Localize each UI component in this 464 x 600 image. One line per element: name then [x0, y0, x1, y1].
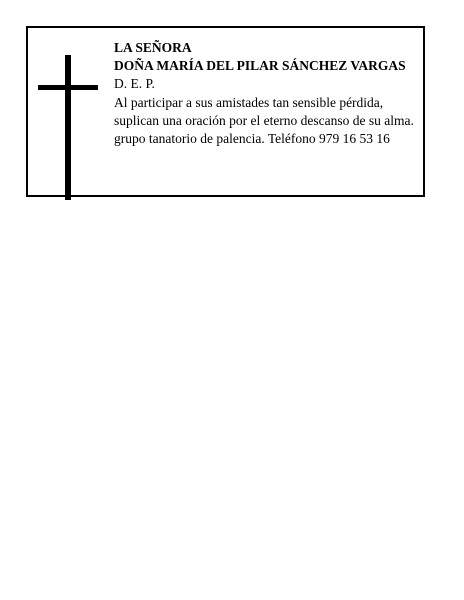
latin-cross-icon [38, 55, 98, 200]
notice-body-line-3: grupo tanatorio de palencia. Teléfono 979 16 53 16 [114, 131, 390, 147]
cross-vertical-bar [65, 55, 71, 200]
notice-text [114, 39, 419, 148]
notice-body-line-1: Al participar a sus amistades tan sensible pérdida, [114, 94, 384, 110]
rip-text: D. E. P. [114, 76, 155, 92]
notice-body-line-2: suplican una oración por el eterno descanso de su alma. [114, 112, 414, 128]
notice-title: LA SEÑORA [114, 40, 192, 55]
deceased-name: DOÑA MARÍA DEL PILAR SÁNCHEZ VARGAS [114, 58, 406, 74]
obituary-notice [26, 26, 425, 197]
cross-horizontal-bar [38, 85, 98, 90]
